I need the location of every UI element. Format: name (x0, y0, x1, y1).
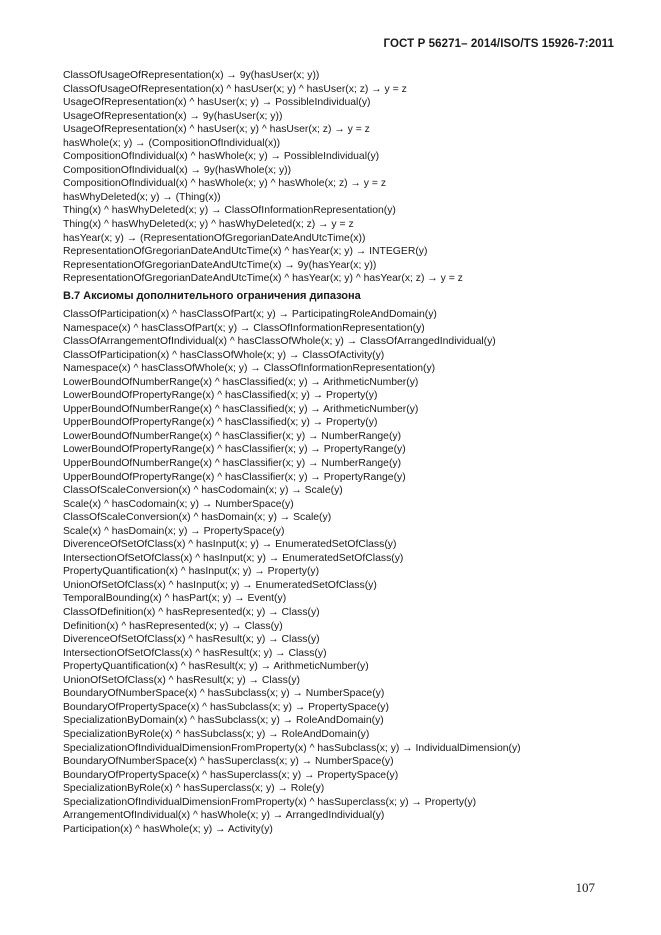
axiom-line: LowerBoundOfPropertyRange(x) ^ hasClassifier(x; y) → PropertyRange(y) (63, 444, 406, 456)
axiom-line: SpecializationByRole(x) ^ hasSuperclass(x; y) → Role(y) (63, 783, 325, 795)
axiom-line: LowerBoundOfNumberRange(x) ^ hasClassified(x; y) → ArithmeticNumber(y) (63, 376, 419, 388)
axiom-line: DiverenceOfSetOfClass(x) ^ hasResult(x; y) → Class(y) (63, 634, 320, 646)
axiom-line: UpperBoundOfNumberRange(x) ^ hasClassifier(x; y) → NumberRange(y) (63, 458, 402, 470)
axiom-line: LowerBoundOfPropertyRange(x) ^ hasClassified(x; y) → Property(y) (63, 390, 378, 402)
axiom-line: ClassOfScaleConversion(x) ^ hasCodomain(x; y) → Scale(y) (63, 485, 343, 497)
axiom-line: Scale(x) ^ hasDomain(x; y) → PropertySpace(y) (63, 525, 285, 537)
axiom-line: Participation(x) ^ hasWhole(x; y) → Activity(y) (63, 823, 273, 835)
axiom-line: ArrangementOfIndividual(x) ^ hasWhole(x; y) → ArrangedIndividual(y) (63, 810, 385, 822)
axiom-line: Definition(x) ^ hasRepresented(x; y) → Class(y) (63, 620, 283, 632)
axiom-line: ClassOfDefinition(x) ^ hasRepresented(x; y) → Class(y) (63, 607, 320, 619)
axiom-line: Namespace(x) ^ hasClassOfPart(x; y) → ClassOfInformationRepresentation(y) (63, 322, 425, 334)
axiom-line: BoundaryOfNumberSpace(x) ^ hasSuperclass(x; y) → NumberSpace(y) (63, 756, 394, 768)
axiom-line: SpecializationByRole(x) ^ hasSubclass(x; y) → RoleAndDomain(y) (63, 728, 370, 740)
axiom-line: ClassOfParticipation(x) ^ hasClassOfPart(x; y) → ParticipatingRoleAndDomain(y) (63, 309, 437, 320)
axiom-line: ClassOfUsageOfRepresentation(x) ^ hasUser(x; y) ^ hasUser(x; z) → y = z (63, 83, 407, 95)
axiom-line: Namespace(x) ^ hasClassOfWhole(x; y) → ClassOfInformationRepresentation(y) (63, 363, 436, 375)
axiom-line: BoundaryOfPropertySpace(x) ^ hasSuperclass(x; y) → PropertySpace(y) (63, 769, 399, 781)
axiom-line: LowerBoundOfNumberRange(x) ^ hasClassifier(x; y) → NumberRange(y) (63, 430, 402, 442)
document-header: ГОСТ Р 56271– 2014/ISO/TS 15926-7:2011 (383, 38, 614, 50)
axiom-line: CompositionOfIndividual(x) ^ hasWhole(x; y) ^ hasWhole(x; z) → y = z (63, 178, 387, 190)
axiom-line: IntersectionOfSetOfClass(x) ^ hasInput(x; y) → EnumeratedSetOfClass(y) (63, 552, 404, 564)
axiom-line: Thing(x) ^ hasWhyDeleted(x; y) → ClassOfInformationRepresentation(y) (63, 205, 396, 217)
axiom-line: SpecializationOfIndividualDimensionFromProperty(x) ^ hasSubclass(x; y) → IndividualDimension(y) (63, 742, 521, 754)
axiom-line: CompositionOfIndividual(x) → 9y(hasWhole(x; y)) (63, 164, 292, 176)
axiom-line: ClassOfUsageOfRepresentation(x) → 9y(hasUser(x; y)) (63, 70, 320, 81)
axiom-line: RepresentationOfGregorianDateAndUtcTime(x) → 9y(hasYear(x; y)) (63, 259, 377, 271)
axiom-line: PropertyQuantification(x) ^ hasResult(x; y) → ArithmeticNumber(y) (63, 661, 369, 673)
axiom-line: UsageOfRepresentation(x) → 9y(hasUser(x; y)) (63, 110, 283, 122)
axiom-line: UpperBoundOfNumberRange(x) ^ hasClassified(x; y) → ArithmeticNumber(y) (63, 403, 419, 415)
page-number: 107 (575, 880, 595, 895)
axiom-line: CompositionOfIndividual(x) ^ hasWhole(x; y) → PossibleIndividual(y) (63, 151, 380, 163)
axiom-line: UsageOfRepresentation(x) ^ hasUser(x; y) ^ hasUser(x; z) → y = z (63, 124, 370, 136)
axiom-line: UnionOfSetOfClass(x) ^ hasInput(x; y) → EnumeratedSetOfClass(y) (63, 579, 377, 591)
section-title: B.7 Аксиомы дополнительного ограничения дипазона (63, 290, 361, 302)
axiom-line: BoundaryOfPropertySpace(x) ^ hasSubclass(x; y) → PropertySpace(y) (63, 701, 389, 713)
axiom-line: ClassOfArrangementOfIndividual(x) ^ hasClassOfWhole(x; y) → ClassOfArrangedIndividual(y) (63, 336, 496, 348)
axiom-line: PropertyQuantification(x) ^ hasInput(x; y) → Property(y) (63, 566, 320, 578)
axiom-line: Scale(x) ^ hasCodomain(x; y) → NumberSpace(y) (63, 498, 294, 510)
axiom-line: DiverenceOfSetOfClass(x) ^ hasInput(x; y) → EnumeratedSetOfClass(y) (63, 539, 397, 551)
axiom-line: BoundaryOfNumberSpace(x) ^ hasSubclass(x; y) → NumberSpace(y) (63, 688, 385, 700)
axiom-line: ClassOfParticipation(x) ^ hasClassOfWhole(x; y) → ClassOfActivity(y) (63, 349, 385, 361)
axiom-line: TemporalBounding(x) ^ hasPart(x; y) → Event(y) (63, 593, 287, 605)
axiom-line: IntersectionOfSetOfClass(x) ^ hasResult(x; y) → Class(y) (63, 647, 327, 659)
axiom-line: UpperBoundOfPropertyRange(x) ^ hasClassifier(x; y) → PropertyRange(y) (63, 471, 406, 483)
axiom-line: UpperBoundOfPropertyRange(x) ^ hasClassified(x; y) → Property(y) (63, 417, 378, 429)
axioms-list-range-restriction (63, 308, 623, 836)
axiom-line: RepresentationOfGregorianDateAndUtcTime(x) ^ hasYear(x; y) ^ hasYear(x; z) → y = z (63, 273, 463, 285)
axiom-line: hasWhyDeleted(x; y) → (Thing(x)) (63, 191, 221, 203)
axiom-line: SpecializationByDomain(x) ^ hasSubclass(x; y) → RoleAndDomain(y) (63, 715, 384, 727)
axiom-line: RepresentationOfGregorianDateAndUtcTime(x) ^ hasYear(x; y) → INTEGER(y) (63, 246, 428, 258)
axioms-list-continued (63, 69, 623, 286)
axiom-line: UsageOfRepresentation(x) ^ hasUser(x; y) → PossibleIndividual(y) (63, 97, 371, 109)
axiom-line: ClassOfScaleConversion(x) ^ hasDomain(x; y) → Scale(y) (63, 512, 332, 524)
axiom-line: SpecializationOfIndividualDimensionFromProperty(x) ^ hasSuperclass(x; y) → Property(y) (63, 796, 477, 808)
axiom-line: hasWhole(x; y) → (CompositionOfIndividual(x)) (63, 137, 281, 149)
axiom-line: hasYear(x; y) → (RepresentationOfGregorianDateAndUtcTime(x)) (63, 232, 366, 244)
axiom-line: UnionOfSetOfClass(x) ^ hasResult(x; y) → Class(y) (63, 674, 300, 686)
axiom-line: Thing(x) ^ hasWhyDeleted(x; y) ^ hasWhyDeleted(x; z) → y = z (63, 219, 354, 231)
